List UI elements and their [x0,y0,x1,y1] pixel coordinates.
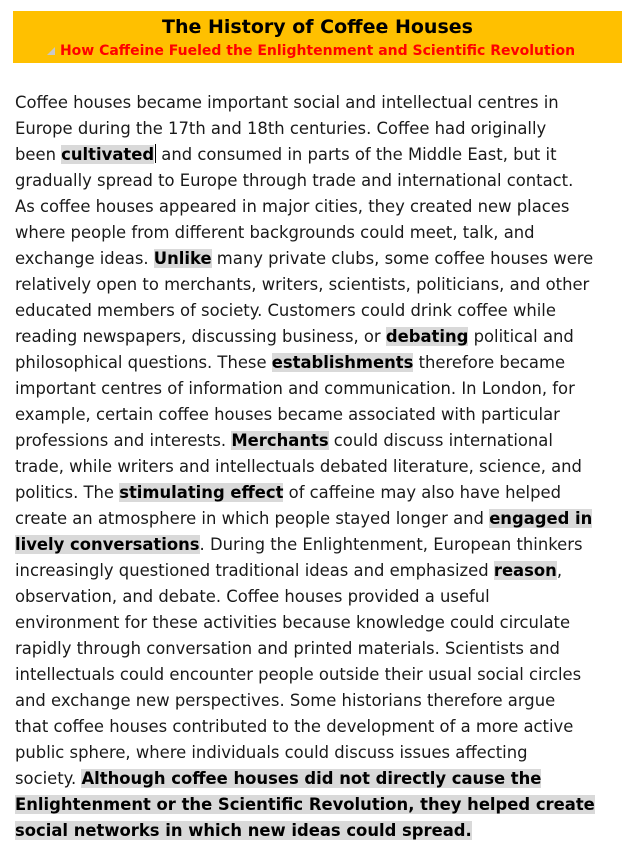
text-run: of caffeine may also have helped [283,483,561,502]
highlighted-phrase: Unlike [153,249,212,268]
highlighted-phrase: debating [385,327,469,346]
text-run: gradually spread to Europe through trade and international contact. [15,171,574,190]
text-run: Coffee houses became important social and intellectual centres in [15,93,559,112]
text-line [15,246,627,272]
text-line [15,532,627,558]
text-run: been [15,145,62,164]
highlighted-phrase: Merchants [231,431,329,450]
highlighted-phrase: lively conversations [15,535,200,554]
text-line [15,194,627,220]
highlighted-phrase: reason [493,561,557,580]
text-line [15,168,627,194]
highlighted-phrase: stimulating effect [119,483,284,502]
text-run: . During the Enlightenment, European thinkers [199,535,583,554]
text-line [15,688,627,714]
text-run: As coffee houses appeared in major cities, they created new places [15,197,570,216]
text-run: and consumed in parts of the Middle East, but it [156,145,557,164]
text-line [15,428,627,454]
collapse-triangle-icon[interactable] [47,47,55,55]
highlighted-phrase: cultivated [61,145,155,164]
subtitle-text: How Caffeine Fueled the Enlightenment and Scientific Revolution [59,43,576,59]
text-run: create an atmosphere in which people stayed longer and [15,509,490,528]
text-line [15,376,627,402]
text-line [15,142,627,168]
text-run: rapidly through conversation and printed materials. Scientists and [15,639,560,658]
text-line [15,90,627,116]
text-run: politics. The [15,483,120,502]
text-line [15,662,627,688]
text-run: relatively open to merchants, writers, scientists, politicians, and other [15,275,590,294]
text-run: society. [15,769,82,788]
text-run: therefore became [413,353,566,372]
text-run: , [556,561,563,580]
text-line [15,454,627,480]
highlighted-phrase: establishments [271,353,414,372]
text-line [15,714,627,740]
text-run: could discuss international [328,431,553,450]
text-run: educated members of society. Customers could drink coffee while [15,301,556,320]
text-line [15,636,627,662]
text-line [15,324,627,350]
text-line [15,766,627,792]
text-line [15,506,627,532]
text-run: environment for these activities because knowledge could circulate [15,613,571,632]
body-paragraph[interactable] [15,90,627,844]
text-line [15,116,627,142]
text-run: example, certain coffee houses became associated with particular [15,405,560,424]
text-run: many private clubs, some coffee houses were [211,249,594,268]
text-line [15,610,627,636]
text-line [15,558,627,584]
text-line [15,298,627,324]
text-run: philosophical questions. These [15,353,272,372]
text-line [15,740,627,766]
text-line [15,220,627,246]
text-run: trade, while writers and intellectuals debated literature, science, and [15,457,582,476]
text-run: political and [468,327,574,346]
text-line [15,272,627,298]
text-run: intellectuals could encounter people outside their usual social circles [15,665,582,684]
text-line [15,584,627,610]
text-run: and exchange new perspectives. Some historians therefore argue [15,691,556,710]
highlighted-phrase: Although coffee houses did not directly cause the [81,769,542,788]
highlighted-phrase: engaged in [489,509,593,528]
text-line [15,480,627,506]
document-title[interactable]: The History of Coffee Houses [162,16,473,38]
title-banner [13,11,622,63]
text-line [15,818,627,844]
text-line [15,402,627,428]
text-run: important centres of information and communication. In London, for [15,379,575,398]
text-run: that coffee houses contributed to the development of a more active [15,717,574,736]
document-subtitle[interactable] [13,42,622,61]
text-run: reading newspapers, discussing business, or [15,327,386,346]
text-run: observation, and debate. Coffee houses provided a useful [15,587,490,606]
highlighted-phrase: social networks in which new ideas could spread. [15,821,472,840]
text-run: increasingly questioned traditional ideas and emphasized [15,561,494,580]
highlighted-phrase: Enlightenment or the Scientific Revolution, they helped create [15,795,595,814]
text-line [15,350,627,376]
text-run: Europe during the 17th and 18th centuries. Coffee had originally [15,119,547,138]
text-run: exchange ideas. [15,249,154,268]
text-line [15,792,627,818]
text-run: public sphere, where individuals could discuss issues affecting [15,743,528,762]
text-run: professions and interests. [15,431,232,450]
text-run: where people from different backgrounds could meet, talk, and [15,223,535,242]
